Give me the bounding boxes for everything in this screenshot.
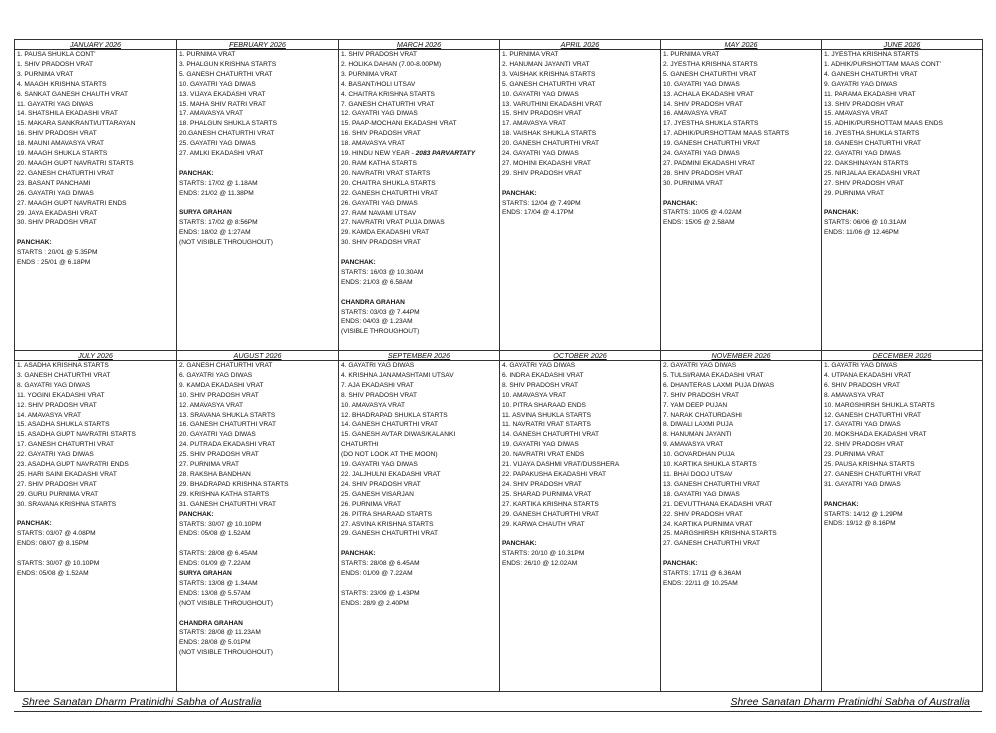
event-line: 26. PITRA SHARAAD STARTS (341, 510, 432, 518)
event-line: 29. GANESH CHATURTHI VRAT (502, 510, 600, 518)
month-cell-february (177, 50, 339, 351)
event-line: 5. GANESH CHATURTHI VRAT (663, 70, 757, 78)
event-line: 15. SHIV PRADOSH VRAT (502, 110, 582, 118)
month-cell-january (15, 50, 177, 351)
spacer-line (663, 189, 819, 199)
event-line: 29. KRISHNA KATHA STARTS (179, 490, 270, 498)
event-line: 5. GANESH CHATURTHI VRAT (502, 80, 596, 88)
event-line: 8. SHIV PRADOSH VRAT (502, 381, 579, 389)
event-line: 27. ASVINA KRISHNA STARTS (341, 520, 434, 528)
event-line: 29. GANESH CHATURTHI VRAT (341, 530, 439, 538)
event-line: 24. GAYATRI YAG DIWAS (663, 150, 740, 158)
event-line: 6. DHANTERAS LAXMI PUJA DIWAS (663, 381, 775, 389)
event-line: 14. SHATSHILA EKADASHI VRAT (17, 110, 118, 118)
event-line: 10. AMAVASYA VRAT (341, 401, 406, 409)
event-line: 25. GAYATRI YAG DIWAS (179, 140, 256, 148)
event-line: 31. GAYATRI YAG DIWAS (824, 480, 901, 488)
event-line: 6. GAYATRI YAG DIWAS (179, 371, 253, 379)
event-line: 16. GANESH CHATURTHI VRAT (179, 421, 277, 429)
month-cell-july (15, 361, 177, 692)
section-heading: PANCHAK: (341, 259, 376, 267)
event-line: 1. PAUSA SHUKLA CONT' (17, 51, 96, 58)
month-header-april: APRIL 2026 (500, 40, 661, 50)
event-line: 4. MAAGH KRISHNA STARTS (17, 80, 107, 88)
event-line: 28. RAKSHA BANDHAN (179, 470, 251, 478)
event-line: ENDS: 05/08 @ 1.52AM (17, 570, 89, 577)
event-line: (NOT VISIBLE THROUGHOUT) (179, 239, 273, 247)
event-line: 16. AMAVASYA VRAT (663, 110, 728, 118)
event-line: STARTS: 20/10 @ 10.31PM (502, 550, 585, 558)
month-header-march: MARCH 2026 (339, 40, 500, 50)
event-line: 19. GAYATRI YAG DIWAS (341, 461, 418, 469)
event-line: STARTS: 03/07 @ 4.08PM (17, 530, 96, 538)
event-line: STARTS: 17/02 @ 1.18AM (179, 179, 258, 187)
event-line: ENDS: 04/03 @ 1.23AM (341, 318, 413, 326)
event-line: (NOT VISIBLE THROUGHOUT) (179, 599, 273, 607)
event-line: 1. PURNIMA VRAT (502, 51, 559, 58)
event-line: CHATURTHI (341, 441, 379, 449)
event-line: 1. GAYATRI YAG DIWAS (824, 362, 898, 369)
spacer-line (824, 199, 980, 209)
section-heading: PANCHAK: (179, 510, 214, 518)
event-line: 26. GAYATRI YAG DIWAS (341, 199, 418, 207)
event-line: 26. GAYATRI YAG DIWAS (17, 189, 94, 197)
event-line: 12. BHADRAPAD SHUKLA STARTS (341, 411, 448, 419)
event-line: 22. GAYATRI YAG DIWAS (17, 451, 94, 459)
event-line: 27. MAAGH GUPT NAVRATRI ENDS (17, 199, 127, 207)
event-line: 6. SHIV PRADOSH VRAT (824, 381, 901, 389)
event-line: 7. SHIV PRADOSH VRAT (663, 391, 740, 399)
event-line: 3. VAISHAK KRISHNA STARTS (502, 70, 596, 78)
event-line: 27. NAVRATRI VRAT PUJA DIWAS (341, 219, 445, 227)
event-line: ENDS: 17/04 @ 4.17PM (502, 209, 574, 217)
event-line: 1. SHIV PRADOSH VRAT (341, 51, 418, 58)
event-line: 29. KAMDA EKADASHI VRAT (341, 229, 430, 237)
event-line: STARTS: 28/08 @ 11.23AM (179, 629, 261, 637)
event-line: 20. NAVRATRI VRAT STARTS (341, 169, 431, 177)
event-line: ENDS: 21/02 @ 11.38PM (179, 189, 254, 197)
event-line: STARTS: 14/12 @ 1.29PM (824, 510, 903, 518)
event-line: 17. AMAVASYA VRAT (179, 110, 244, 118)
event-line: 4. BASANT/HOLI UTSAV (341, 80, 416, 88)
event-line: STARTS: 03/03 @ 7.44PM (341, 308, 420, 316)
event-line: ENDS: 08/07 @ 8.15PM (17, 540, 89, 548)
event-line: 25. HARI SAINI EKADASHI VRAT (17, 470, 117, 478)
event-line: 20. CHAITRA SHUKLA STARTS (341, 179, 436, 187)
event-line: 31. GANESH CHATURTHI VRAT (179, 500, 277, 508)
event-line: 16. JYESTHA SHUKLA STARTS (824, 130, 920, 138)
spacer-line (502, 179, 658, 189)
event-line: 30. SHIV PRADOSH VRAT (17, 219, 97, 227)
event-line: 4. UTPANA EKADASHI VRAT (824, 371, 912, 379)
event-line: STARTS: 16/03 @ 10.30AM (341, 268, 424, 276)
event-line: STARTS: 12/04 @ 7.49PM (502, 199, 581, 207)
event-line: 10. AMAVASYA VRAT (502, 391, 567, 399)
event-line: 15. ASADHA SHUKLA STARTS (17, 421, 110, 429)
body-row-1 (15, 50, 983, 351)
event-line: 24. KARTIKA PURNIMA VRAT (663, 520, 753, 528)
event-line: 1. PURNIMA VRAT (179, 51, 236, 58)
section-heading: SURYA GRAHAN (179, 209, 232, 217)
event-line: ENDS: 15/05 @ 2.58AM (663, 219, 735, 227)
event-line: 30. PURNIMA VRAT (663, 179, 723, 187)
event-line: ENDS : 25/01 @ 6.18PM (17, 259, 91, 267)
event-line: 3. PURNIMA VRAT (341, 70, 398, 78)
event-line: 20. GANESH CHATURTHI VRAT (502, 140, 600, 148)
event-line: ENDS: 18/02 @ 1:27AM (179, 229, 251, 237)
month-cell-november (661, 361, 822, 692)
event-line: 13. SHIV PRADOSH VRAT (824, 100, 904, 108)
header-row-1 (15, 40, 983, 50)
event-line: STARTS: 17/11 @ 6.36AM (663, 570, 742, 578)
event-line: 20. MAAGH GUPT NAVRATRI STARTS (17, 159, 134, 167)
spacer-line (341, 248, 497, 258)
footer-divider (14, 711, 982, 712)
event-line: 24. GAYATRI YAG DIWAS (502, 150, 579, 158)
event-line: STARTS: 13/08 @ 1.34AM (179, 579, 258, 587)
event-line: 8. SHIV PRADOSH VRAT (341, 391, 418, 399)
section-heading: PANCHAK: (502, 540, 537, 548)
spacer-line (17, 228, 174, 238)
event-line: 18. AMAVASYA VRAT (341, 140, 406, 148)
month-header-june: JUNE 2026 (822, 40, 983, 50)
event-line: 29. PURNIMA VRAT (824, 189, 884, 197)
spacer-line (663, 549, 819, 559)
event-line: 30. SRAVANA KRISHNA STARTS (17, 500, 117, 508)
event-line: 18. GANESH CHATURTHI VRAT (824, 140, 922, 148)
section-heading: PANCHAK: (341, 550, 376, 558)
event-line: 20. MOKSHADA EKADASHI VRAT (824, 431, 927, 439)
event-line: 17. ADHIK/PURSHOTTAM MAAS STARTS (663, 130, 790, 138)
event-line: 15. ADHIK/PURSHOTTAM MAAS ENDS (824, 120, 943, 128)
section-heading: PANCHAK: (17, 239, 52, 247)
event-line: 27. GANESH CHATURTHI VRAT (824, 470, 922, 478)
event-line: 11. GAYATRI YAG DIWAS (17, 100, 94, 108)
event-line: 30. SHIV PRADOSH VRAT (341, 239, 421, 247)
event-line: 8. DIWALI LAXMI PUJA (663, 421, 734, 429)
event-line: (NOT VISIBLE THROUGHOUT) (179, 649, 273, 657)
event-line: 29. KARWA CHAUTH VRAT (502, 520, 585, 528)
spacer-line (341, 288, 497, 298)
spacer-line (179, 539, 336, 549)
event-line: 17. GAYATRI YAG DIWAS (824, 421, 901, 429)
event-line: STARTS : 20/01 @ 5.35PM (17, 249, 98, 257)
event-line: 11. BHAI DOOJ UTSAV (663, 470, 733, 478)
spacer-line (17, 549, 174, 559)
event-line: (DO NOT LOOK AT THE MOON) (341, 451, 438, 459)
section-heading: CHANDRA GRAHAN (179, 619, 243, 627)
event-line: 25. MARGSHIRSH KRISHNA STARTS (663, 530, 777, 538)
event-line: 15. GANESH AVTAR DIWAS/KALANKI (341, 431, 456, 439)
event-line: ENDS: 19/12 @ 8.16PM (824, 520, 896, 528)
month-header-may: MAY 2026 (661, 40, 822, 50)
spacer-line (824, 490, 980, 500)
section-heading: PANCHAK: (17, 520, 52, 528)
event-line: 10. KARTIKA SHUKLA STARTS (663, 461, 757, 469)
event-line: (VISIBLE THROUGHOUT) (341, 328, 420, 336)
event-line: 4. CHAITRA KRISHNA STARTS (341, 90, 435, 98)
event-line: 16. SHIV PRADOSH VRAT (341, 130, 421, 138)
event-line: 18. PHALGUN SHUKLA STARTS (179, 120, 277, 128)
event-line: 24. SHIV PRADOSH VRAT (502, 480, 582, 488)
event-line: 22. SHIV PRADOSH VRAT (663, 510, 743, 518)
event-line: 29. SHIV PRADOSH VRAT (502, 169, 582, 177)
event-line: 14. AMAVASYA VRAT (17, 411, 82, 419)
event-line: 15. MAKARA SANKRANTI/UTTARAYAN (17, 120, 136, 128)
month-cell-october (500, 361, 661, 692)
month-header-january: JANUARY 2026 (15, 40, 177, 50)
month-header-september: SEPTEMBER 2026 (339, 351, 500, 361)
event-line: 4. KRISHNA JANAMASHTAMI UTSAV (341, 371, 454, 379)
month-cell-march (339, 50, 500, 351)
event-line: 25. PAUSA KRISHNA STARTS (824, 461, 915, 469)
spacer-line (17, 510, 174, 520)
event-line: 19. GANESH CHATURTHI VRAT (663, 140, 761, 148)
event-line: ENDS: 11/06 @ 12.46PM (824, 229, 899, 237)
event-line: ENDS: 01/09 @ 7.22AM (179, 560, 251, 568)
event-line: 12. SHIV PRADOSH VRAT (17, 401, 97, 409)
event-line: 22. GANESH CHATURTHI VRAT (17, 169, 115, 177)
event-line: 6. INDRA EKADASHI VRAT (502, 371, 584, 379)
event-line: ENDS: 05/08 @ 1.52AM (179, 530, 251, 538)
event-line: 27. KARTIKA KRISHNA STARTS (502, 500, 599, 508)
event-line: 22. DAKSHINAYAN STARTS (824, 159, 909, 167)
month-header-july: JULY 2026 (15, 351, 177, 361)
month-cell-april (500, 50, 661, 351)
section-heading: PANCHAK: (663, 199, 698, 207)
spacer-line (341, 579, 497, 589)
event-line: 27. MOHINI EKADASHI VRAT (502, 159, 591, 167)
event-line: 13. GANESH CHATURTHI VRAT (663, 480, 761, 488)
event-line: 8. HANUMAN JAYANTI (663, 431, 732, 439)
event-line: 8. AMAVASYA VRAT (824, 391, 885, 399)
event-line: 13. SRAVANA SHUKLA STARTS (179, 411, 276, 419)
body-row-2 (15, 361, 983, 692)
event-line: 22. PAPAKUSHA EKADASHI VRAT (502, 470, 607, 478)
event-line: 19. HINDU NEW YEAR - 2083 PARVARTATY (341, 150, 476, 158)
event-line: 19. MAAGH SHUKLA STARTS (17, 150, 108, 158)
event-line: 27. PADMINI EKADASHI VRAT (663, 159, 756, 167)
event-line: 20.GANESH CHATURTHI VRAT (179, 130, 275, 138)
event-line: 12. AMAVASYA VRAT (179, 401, 244, 409)
event-line: ENDS: 28/08 @ 5.01PM (179, 639, 251, 647)
event-line: ENDS: 13/08 @ 5.57AM (179, 589, 251, 597)
event-line: 3. GANESH CHATURTHI VRAT (17, 371, 111, 379)
event-line: STARTS: 28/08 @ 6.45AM (341, 560, 420, 568)
event-line: 24. PUTRADA EKADASHI VRAT (179, 441, 276, 449)
event-line: 25. GANESH VISARJAN (341, 490, 414, 498)
event-line: 2. GAYATRI YAG DIWAS (663, 362, 737, 369)
event-line: 25. SHIV PRADOSH VRAT (179, 451, 259, 459)
event-line: 11. NAVRATRI VRAT STARTS (502, 421, 591, 429)
month-cell-september (339, 361, 500, 692)
event-line: 15. AMAVASYA VRAT (824, 110, 889, 118)
month-cell-june (822, 50, 983, 351)
event-line: 18. VAISHAK SHUKLA STARTS (502, 130, 597, 138)
event-line: STARTS: 30/07 @ 10.10PM (179, 520, 262, 528)
event-line: 2. GANESH CHATURTHI VRAT (179, 362, 273, 369)
event-line: 15. PAAP-MOCHANI EKADASHI VRAT (341, 120, 457, 128)
event-line: 11. PARAMA EKADASHI VRAT (824, 90, 916, 98)
event-line: 12. GAYATRI YAG DIWAS (341, 110, 418, 118)
event-line: 10. SHIV PRADOSH VRAT (179, 391, 259, 399)
month-header-august: AUGUST 2026 (177, 351, 339, 361)
event-line: 2. HANUMAN JAYANTI VRAT (502, 60, 590, 68)
event-line: 1. ADHIK/PURSHOTTAM MAAS CONT' (824, 60, 941, 68)
event-line: 1. JYESTHA KRISHNA STARTS (824, 51, 919, 58)
event-line: 20. RAM KATHA STARTS (341, 159, 417, 167)
event-line: 1. PURNIMA VRAT (663, 51, 720, 58)
event-line: STARTS: 23/09 @ 1.43PM (341, 589, 420, 597)
event-line: 22. GANESH CHATURTHI VRAT (341, 189, 439, 197)
event-line: 18. GAYATRI YAG DIWAS (663, 490, 740, 498)
header-row-2 (15, 351, 983, 361)
section-heading: SURYA GRAHAN (179, 570, 232, 578)
event-line: 1. SHIV PRADOSH VRAT (17, 60, 94, 68)
event-line: 10. GOVARDHAN PUJA (663, 451, 735, 459)
month-header-october: OCTOBER 2026 (500, 351, 661, 361)
event-line: 10. GAYATRI YAG DIWAS (502, 90, 579, 98)
event-line: 13. ACHALA EKADASHI VRAT (663, 90, 754, 98)
event-line: 17. GANESH CHATURTHI VRAT (17, 441, 115, 449)
event-line: 14. GANESH CHATURTHI VRAT (341, 421, 439, 429)
event-line: 19. GAYATRI YAG DIWAS (502, 441, 579, 449)
event-line: 2. HOLIKA DAHAN (7.00-8.00PM) (341, 60, 442, 68)
event-line: 13. VARUTHINI EKADASHI VRAT (502, 100, 603, 108)
event-line: 21. DEVUTTHANA EKADASHI VRAT (663, 500, 773, 508)
event-line: 29. BHADRAPAD KRISHNA STARTS (179, 480, 289, 488)
event-line: 9. KAMDA EKADASHI VRAT (179, 381, 264, 389)
event-line: 7. NARAK CHATURDASHI (663, 411, 743, 419)
event-line: STARTS: 30/07 @ 10.10PM (17, 560, 100, 568)
event-line: 11. ASVINA SHUKLA STARTS (502, 411, 592, 419)
event-line: 17. JYESTHA SHUKLA STARTS (663, 120, 759, 128)
event-line: 7. AJA EKADASHI VRAT (341, 381, 414, 389)
new-year-highlight: 2083 PARVARTATY (415, 150, 476, 158)
event-line: 27. SHIV PRADOSH VRAT (824, 179, 904, 187)
event-line: 27. AMLKI EKADASHI VRAT (179, 150, 264, 158)
event-line: 4. GANESH CHATURTHI VRAT (824, 70, 918, 78)
spacer-line (179, 609, 336, 619)
event-line: 10. PITRA SHARAAD ENDS (502, 401, 586, 409)
event-line: ENDS: 21/03 @ 6.58AM (341, 278, 413, 286)
event-line: 26. PURNIMA VRAT (341, 500, 401, 508)
event-line: 2. JYESTHA KRISHNA STARTS (663, 60, 758, 68)
calendar-table (14, 39, 983, 692)
event-line: 12. GANESH CHATURTHI VRAT (824, 411, 922, 419)
event-line: STARTS: 17/02 @ 8:56PM (179, 219, 258, 227)
month-header-december: DECEMBER 2026 (822, 351, 983, 361)
event-line: 15. ASADHA GUPT NAVRATRI STARTS (17, 431, 136, 439)
event-line: STARTS: 10/05 @ 4.02AM (663, 209, 742, 217)
event-line: 21. VIJAYA DASHMI VRAT/DUSSHERA (502, 461, 620, 469)
event-line: 1. ASADHA KRISHNA STARTS (17, 362, 109, 369)
event-line: 27. RAM NAVAMI UTSAV (341, 209, 417, 217)
section-heading: PANCHAK: (824, 209, 859, 217)
event-line: 10. MARGSHIRSH SHUKLA STARTS (824, 401, 935, 409)
event-line: 27. PURNIMA VRAT (179, 461, 239, 469)
event-line: 6. SANKAT GANESH CHAUTH VRAT (17, 90, 129, 98)
section-heading: CHANDRA GRAHAN (341, 298, 405, 306)
event-line: 22. GAYATRI YAG DIWAS (824, 150, 901, 158)
event-line: 29. JAYA EKADASHI VRAT (17, 209, 98, 217)
event-line: 25. NIRJALAA EKADASHI VRAT (824, 169, 921, 177)
event-line: 24. SHIV PRADOSH VRAT (341, 480, 421, 488)
event-line: 17. AMAVASYA VRAT (502, 120, 567, 128)
event-line: 4. GAYATRI YAG DIWAS (341, 362, 415, 369)
event-line: 18. MAUNI AMAVASYA VRAT (17, 140, 105, 148)
event-line: 15. MAHA SHIV RATRI VRAT (179, 100, 266, 108)
event-line: 25. SHARAD PURNIMA VRAT (502, 490, 592, 498)
event-line: 27. GANESH CHATURTHI VRAT (663, 540, 761, 548)
event-line: 14. GANESH CHATURTHI VRAT (502, 431, 600, 439)
event-line: 23. ASADHA GUPT NAVRATRI ENDS (17, 461, 129, 469)
event-line: 8. GAYATRI YAG DIWAS (17, 381, 91, 389)
event-line: 7. GANESH CHATURTHI VRAT (341, 100, 435, 108)
event-line: 28. SHIV PRADOSH VRAT (663, 169, 743, 177)
event-line: ENDS: 28/9 @ 2.40PM (341, 599, 409, 607)
event-line: 14. SHIV PRADOSH VRAT (663, 100, 743, 108)
event-line: 23. PURNIMA VRAT (824, 451, 884, 459)
event-line: 11. YOGINI EKADASHI VRAT (17, 391, 105, 399)
event-line: STARTS: 06/06 @ 10.31AM (824, 219, 907, 227)
month-header-february: FEBRUARY 2026 (177, 40, 339, 50)
event-line: 13. VIJAYA EKADASHI VRAT (179, 90, 266, 98)
event-line: 22. SHIV PRADOSH VRAT (824, 441, 904, 449)
section-heading: PANCHAK: (502, 189, 537, 197)
footer-left-org-name: Shree Sanatan Dharm Pratinidhi Sabha of Australia (22, 696, 262, 708)
month-cell-december (822, 361, 983, 692)
spacer-line (502, 529, 658, 539)
event-line: 7. YAM DEEP PUJAN (663, 401, 728, 409)
section-heading: PANCHAK: (179, 169, 214, 177)
event-line: ENDS: 01/09 @ 7.22AM (341, 570, 413, 578)
event-line: 16. SHIV PRADOSH VRAT (17, 130, 97, 138)
section-heading: PANCHAK: (824, 500, 859, 508)
month-cell-may (661, 50, 822, 351)
event-line: 23. BASANT PANCHAMI (17, 179, 91, 187)
event-line: 29. GURU PURNIMA VRAT (17, 490, 99, 498)
month-cell-august (177, 361, 339, 692)
event-line: ENDS: 26/10 @ 12.02AM (502, 560, 578, 568)
event-line: 10. GAYATRI YAG DIWAS (179, 80, 256, 88)
spacer-line (179, 159, 336, 169)
event-line: 3. PURNIMA VRAT (17, 70, 74, 78)
event-line: 5. GANESH CHATURTHI VRAT (179, 70, 273, 78)
event-line: 22. JALJHULNI EKADASHI VRAT (341, 470, 441, 478)
spacer-line (341, 539, 497, 549)
footer-right-org-name: Shree Sanatan Dharm Pratinidhi Sabha of Australia (730, 696, 970, 708)
event-line: 9. GAYATRI YAG DIWAS (824, 80, 898, 88)
event-line: 20. GAYATRI YAG DIWAS (179, 431, 256, 439)
month-header-november: NOVEMBER 2026 (661, 351, 822, 361)
event-line: STARTS: 28/08 @ 6.45AM (179, 550, 258, 558)
event-line: 4. GAYATRI YAG DIWAS (502, 362, 576, 369)
event-line: 10. GAYATRI YAG DIWAS (663, 80, 740, 88)
event-line: 9. AMAVASYA VRAT (663, 441, 724, 449)
spacer-line (179, 199, 336, 209)
event-line: 5. TULSI/RAMA EKADASHI VRAT (663, 371, 764, 379)
event-line: 3. PHALGUN KRISHNA STARTS (179, 60, 277, 68)
section-heading: PANCHAK: (663, 560, 698, 568)
event-line: 20. NAVRATRI VRAT ENDS (502, 451, 585, 459)
event-line: 27. SHIV PRADOSH VRAT (17, 480, 97, 488)
event-line: ENDS: 22/11 @ 10.25AM (663, 579, 738, 587)
